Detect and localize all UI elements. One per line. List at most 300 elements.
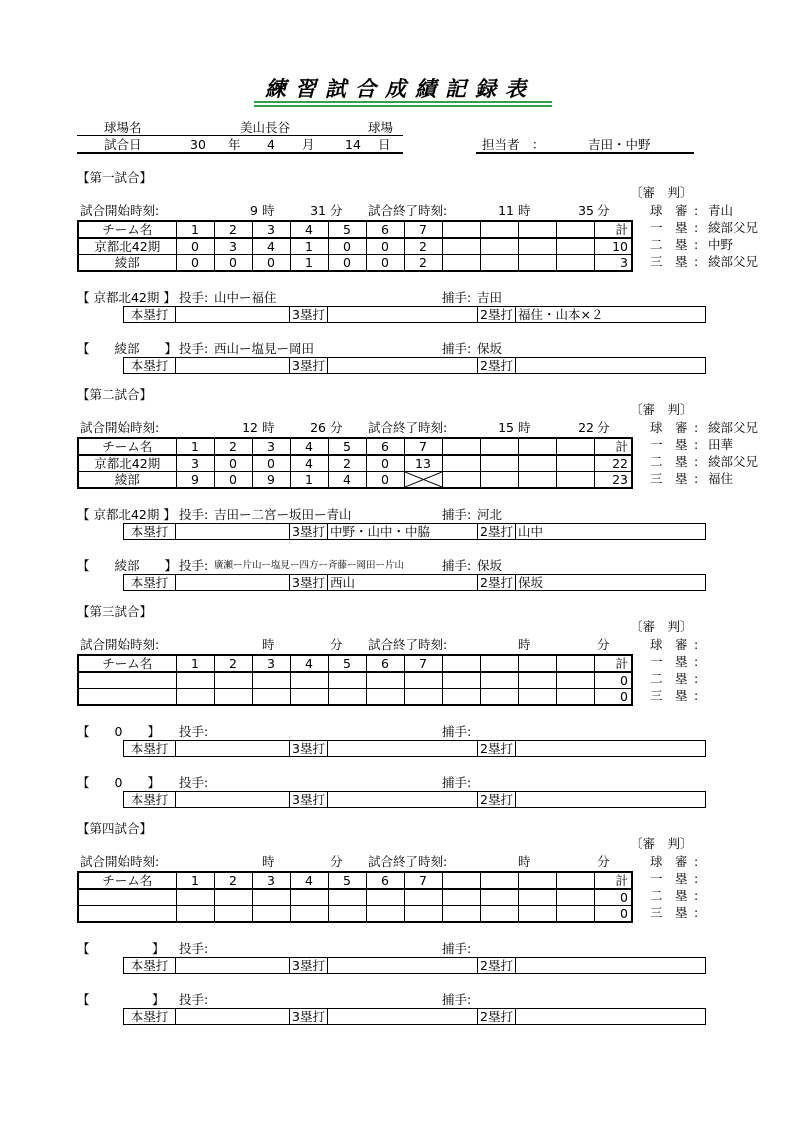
inning-score [442,455,480,472]
inning-number: 2 [214,655,252,672]
umpire-colon: : [694,654,699,669]
scoreboard-table [77,654,633,706]
inning-score [214,689,252,706]
umpire-colon: : [694,905,699,920]
inning-score [176,906,214,923]
double-players [516,358,706,374]
double-label: 2塁打 [478,524,516,540]
inning-score [442,672,480,689]
stadium-underline [77,135,403,136]
umpire-name: 田華 [708,437,734,452]
date-day: 14 [345,137,361,152]
inning-score: 0 [366,472,404,489]
double-label: 2塁打 [478,575,516,591]
inning-score [328,889,366,906]
catcher-label: 捕手: [442,775,472,790]
inning-number [442,872,480,889]
umpire-position-label: 二 塁 [650,888,688,903]
triple-players [328,958,478,974]
triple-label: 3塁打 [290,575,328,591]
umpire-colon: : [694,437,699,452]
total-header: 計 [594,872,632,889]
team-name-header: チーム名 [78,221,176,238]
inning-score [556,889,594,906]
team-total: 0 [594,672,632,689]
inning-not-played [404,472,442,489]
umpire-colon: : [694,888,699,903]
triple-label: 3塁打 [290,307,328,323]
inning-number: 5 [328,221,366,238]
inning-number: 6 [366,872,404,889]
inning-number: 2 [214,438,252,455]
umpire-colon: : [694,854,699,869]
inning-number: 4 [290,872,328,889]
home-run-label: 本塁打 [124,1009,176,1025]
person-label: 担当者 ： [482,137,545,152]
umpire-position-label: 一 塁 [650,437,688,452]
game-section [0,170,800,385]
game-title: 【第四試合】 [77,821,153,836]
home-run-players [176,575,290,591]
stadium-label: 球場名 [104,120,142,135]
inning-score [214,889,252,906]
inning-number: 7 [404,221,442,238]
inning-score [518,906,556,923]
detail-team-label: 【 】 [77,941,165,956]
inning-score [480,672,518,689]
inning-score [518,689,556,706]
inning-score [480,689,518,706]
inning-score [556,255,594,272]
inning-number: 1 [176,655,214,672]
start-time-label: 試合開始時刻: [80,854,160,869]
start-time-label: 試合開始時刻: [80,637,160,652]
inning-score: 4 [252,238,290,255]
team-name [78,672,176,689]
home-run-players [176,1009,290,1025]
double-players [516,1009,706,1025]
team-name: 綾部 [78,255,176,272]
inning-score [518,889,556,906]
team-score-row [78,906,632,923]
pitcher-names: 山中ー福住 [214,290,277,305]
catcher-names: 保坂 [477,558,503,573]
inning-score [290,689,328,706]
inning-score [366,672,404,689]
pitcher-names: 廣瀬ー片山ー塩見ー四方ー斉藤ー岡田ー片山 [214,560,405,571]
stadium-suffix: 球場 [368,120,394,135]
inning-number: 1 [176,221,214,238]
inning-score [518,238,556,255]
inning-number: 7 [404,872,442,889]
stadium-name: 美山長谷 [240,120,291,135]
umpire-colon: : [694,671,699,686]
detail-team-label: 【 京都北42期 】 [77,507,176,522]
triple-players: 中野・山中・中脇 [328,524,478,540]
detail-team-label: 【 京都北42期 】 [77,290,176,305]
home-run-players [176,358,290,374]
inning-score [252,906,290,923]
double-label: 2塁打 [478,307,516,323]
inning-number: 7 [404,438,442,455]
umpire-position-label: 三 塁 [650,471,688,486]
inning-score [404,889,442,906]
inning-score: 0 [176,255,214,272]
title-underline [254,101,552,103]
inning-score [556,455,594,472]
double-players: 福住・山本×２ [516,307,706,323]
inning-number: 7 [404,655,442,672]
umpire-position-label: 球 審 [650,637,688,652]
team-score-row [78,238,632,255]
catcher-label: 捕手: [442,558,472,573]
inning-score [328,672,366,689]
pitcher-names: 吉田ー二宮ー坂田ー青山 [214,507,352,522]
inning-score [404,689,442,706]
triple-players: 西山 [328,575,478,591]
game-title: 【第三試合】 [77,604,153,619]
inning-number: 2 [214,221,252,238]
scoreboard-table [77,871,633,923]
catcher-label: 捕手: [442,724,472,739]
start-minute: 31 [310,203,326,218]
pitcher-label: 投手: [179,558,209,573]
catcher-label: 捕手: [442,341,472,356]
scoreboard-table [77,437,633,489]
inning-number [442,438,480,455]
inning-score [442,472,480,489]
inning-score [328,906,366,923]
inning-number [442,221,480,238]
inning-score [366,889,404,906]
umpire-colon: : [694,420,699,435]
umpire-colon: : [694,637,699,652]
date-underline [77,152,403,154]
inning-score [556,689,594,706]
game-section [0,604,800,819]
inning-number: 1 [176,872,214,889]
start-hour: 12 [242,420,258,435]
inning-score [176,672,214,689]
date-month: 4 [267,137,275,152]
inning-score: 2 [404,238,442,255]
umpire-position-label: 三 塁 [650,688,688,703]
pitcher-label: 投手: [179,341,209,356]
home-run-players [176,792,290,808]
detail-team-label: 【 0 】 [77,775,160,790]
title-underline-second [254,105,552,107]
minute-label: 分 [597,637,610,652]
umpire-position-label: 球 審 [650,420,688,435]
team-score-row [78,689,632,706]
home-run-players [176,307,290,323]
umpire-header: 〔審 判〕 [630,185,693,200]
minute-label: 分 [597,203,610,218]
catcher-label: 捕手: [442,941,472,956]
umpire-position-label: 二 塁 [650,671,688,686]
end-time-label: 試合終了時刻: [368,637,448,652]
team-name [78,906,176,923]
extra-base-hits-table [123,306,706,323]
pitcher-label: 投手: [179,775,209,790]
inning-number: 6 [366,438,404,455]
inning-score: 3 [214,238,252,255]
inning-score [442,255,480,272]
inning-score [442,689,480,706]
triple-players [328,307,478,323]
page-title: 練習試合成績記録表 [265,77,535,101]
catcher-label: 捕手: [442,290,472,305]
inning-number [518,438,556,455]
catcher-label: 捕手: [442,507,472,522]
inning-score [404,906,442,923]
inning-number [556,438,594,455]
extra-base-hits-table [123,740,706,757]
inning-header-row [78,655,632,672]
double-label: 2塁打 [478,958,516,974]
inning-number [480,872,518,889]
inning-number [556,221,594,238]
start-minute: 26 [310,420,326,435]
inning-header-row [78,221,632,238]
double-players: 山中 [516,524,706,540]
inning-score [214,906,252,923]
minute-label: 分 [330,637,343,652]
person-underline [476,152,694,154]
inning-score: 13 [404,455,442,472]
inning-score: 2 [404,255,442,272]
inning-number: 4 [290,655,328,672]
end-minute: 35 [578,203,594,218]
home-run-players [176,741,290,757]
game-title: 【第二試合】 [77,387,153,402]
x-mark-icon [405,472,442,487]
minute-label: 分 [330,854,343,869]
inning-score: 1 [290,255,328,272]
hour-label: 時 [262,420,275,435]
detail-team-label: 【 0 】 [77,724,160,739]
hour-label: 時 [518,420,531,435]
pitcher-names: 西山ー塩見ー岡田 [214,341,315,356]
game-section [0,387,800,602]
catcher-names: 保坂 [477,341,503,356]
inning-score [556,238,594,255]
inning-score: 1 [290,472,328,489]
start-time-label: 試合開始時刻: [80,420,160,435]
inning-score [290,889,328,906]
team-total: 22 [594,455,632,472]
umpire-position-label: 三 塁 [650,254,688,269]
umpire-position-label: 球 審 [650,854,688,869]
inning-header-row [78,872,632,889]
extra-base-hits-table [123,1008,706,1025]
end-time-label: 試合終了時刻: [368,203,448,218]
inning-score [518,255,556,272]
double-players: 保坂 [516,575,706,591]
inning-score [214,672,252,689]
scoreboard-table [77,220,633,272]
catcher-names: 吉田 [477,290,503,305]
extra-base-hits-table [123,574,706,591]
hour-label: 時 [518,637,531,652]
minute-label: 分 [330,420,343,435]
inning-score [518,672,556,689]
hour-label: 時 [262,203,275,218]
detail-team-label: 【 】 [77,992,165,1007]
team-score-row [78,889,632,906]
inning-number [480,438,518,455]
inning-score [480,455,518,472]
pitcher-label: 投手: [179,724,209,739]
pitcher-label: 投手: [179,992,209,1007]
inning-score [556,472,594,489]
team-total: 0 [594,889,632,906]
end-time-label: 試合終了時刻: [368,854,448,869]
inning-number: 3 [252,655,290,672]
umpire-name: 福住 [708,471,734,486]
umpire-colon: : [694,220,699,235]
team-total: 3 [594,255,632,272]
double-players [516,958,706,974]
team-name: 綾部 [78,472,176,489]
inning-score [480,906,518,923]
inning-number: 1 [176,438,214,455]
inning-score [518,455,556,472]
inning-score: 0 [328,255,366,272]
hour-label: 時 [262,637,275,652]
inning-number [556,872,594,889]
triple-label: 3塁打 [290,358,328,374]
inning-number [442,655,480,672]
end-hour: 11 [498,203,514,218]
inning-score [176,689,214,706]
home-run-label: 本塁打 [124,307,176,323]
triple-label: 3塁打 [290,1009,328,1025]
inning-score [480,238,518,255]
team-score-row [78,255,632,272]
month-label: 月 [302,137,315,152]
umpire-colon: : [694,688,699,703]
umpire-colon: : [694,237,699,252]
inning-score: 0 [366,455,404,472]
total-header: 計 [594,655,632,672]
inning-number [518,221,556,238]
inning-number: 5 [328,872,366,889]
start-time-label: 試合開始時刻: [80,203,160,218]
pitcher-label: 投手: [179,941,209,956]
inning-score [290,672,328,689]
inning-score: 4 [290,455,328,472]
inning-header-row [78,438,632,455]
umpire-position-label: 球 審 [650,203,688,218]
umpire-position-label: 一 塁 [650,871,688,886]
inning-score: 0 [252,255,290,272]
umpire-name: 青山 [708,203,734,218]
minute-label: 分 [597,420,610,435]
inning-number: 5 [328,655,366,672]
triple-players [328,1009,478,1025]
team-total: 10 [594,238,632,255]
detail-team-label: 【 綾部 】 [77,341,178,356]
umpire-name: 綾部父兄 [708,254,759,269]
home-run-label: 本塁打 [124,358,176,374]
umpire-position-label: 二 塁 [650,237,688,252]
extra-base-hits-table [123,791,706,808]
triple-label: 3塁打 [290,958,328,974]
home-run-label: 本塁打 [124,524,176,540]
inning-number [480,655,518,672]
minute-label: 分 [597,854,610,869]
inning-score: 0 [366,238,404,255]
umpire-colon: : [694,203,699,218]
inning-number [556,655,594,672]
inning-number [518,872,556,889]
inning-number [518,655,556,672]
double-label: 2塁打 [478,792,516,808]
umpire-name: 綾部父兄 [708,220,759,235]
pitcher-label: 投手: [179,507,209,522]
total-header: 計 [594,438,632,455]
game-title: 【第一試合】 [77,170,153,185]
pitcher-label: 投手: [179,290,209,305]
home-run-players [176,958,290,974]
hour-label: 時 [518,854,531,869]
inning-score: 0 [214,455,252,472]
team-total: 23 [594,472,632,489]
inning-number [480,221,518,238]
team-name-header: チーム名 [78,655,176,672]
inning-number: 6 [366,655,404,672]
umpire-position-label: 三 塁 [650,905,688,920]
extra-base-hits-table [123,357,706,374]
date-label: 試合日 [104,137,142,152]
inning-number: 4 [290,438,328,455]
umpire-name: 綾部父兄 [708,454,759,469]
inning-score: 0 [176,238,214,255]
end-time-label: 試合終了時刻: [368,420,448,435]
catcher-label: 捕手: [442,992,472,1007]
umpire-position-label: 二 塁 [650,454,688,469]
detail-team-label: 【 綾部 】 [77,558,178,573]
inning-score: 0 [214,255,252,272]
start-hour: 9 [250,203,258,218]
inning-score: 3 [176,455,214,472]
inning-score [480,255,518,272]
umpire-colon: : [694,254,699,269]
inning-number: 3 [252,438,290,455]
inning-score: 0 [214,472,252,489]
person-name: 吉田・中野 [588,137,651,152]
inning-score [366,906,404,923]
inning-score [404,672,442,689]
inning-score: 9 [176,472,214,489]
double-label: 2塁打 [478,741,516,757]
inning-score: 0 [366,255,404,272]
umpire-position-label: 一 塁 [650,654,688,669]
inning-score [556,906,594,923]
inning-score [328,689,366,706]
home-run-label: 本塁打 [124,958,176,974]
day-label: 日 [378,137,391,152]
inning-score [442,238,480,255]
triple-players [328,792,478,808]
year-label: 年 [228,137,241,152]
home-run-label: 本塁打 [124,741,176,757]
double-label: 2塁打 [478,1009,516,1025]
team-total: 0 [594,689,632,706]
double-label: 2塁打 [478,358,516,374]
inning-score [252,689,290,706]
